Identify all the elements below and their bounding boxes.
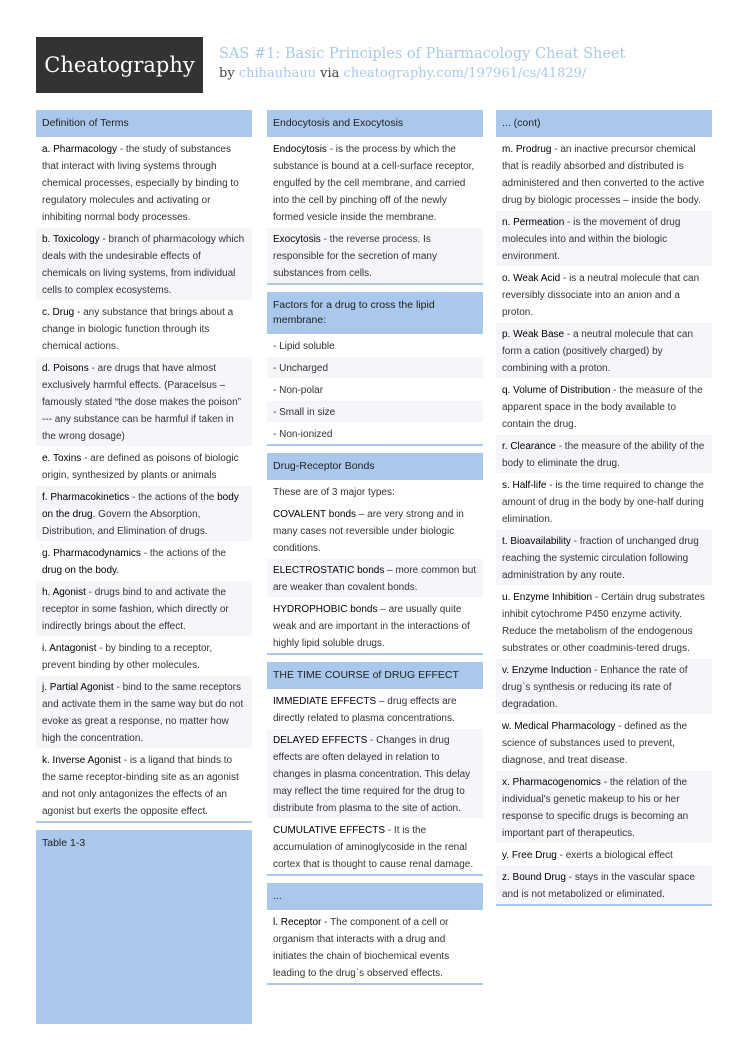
term-label: o. Weak Acid: [502, 273, 561, 284]
term-label: DELAYED EFFECTS: [273, 735, 368, 746]
term-label: drug on the body: [42, 565, 117, 576]
term-text: - the actions of the: [140, 548, 226, 559]
term-text: - any substance that brings about a change in biologic function through its chemical actions.: [42, 307, 234, 352]
term-label: IMMEDIATE EFFECTS: [273, 696, 377, 707]
term-text: – are usually quite weak and are important in the interactions of highly lipid soluble drugs.: [273, 604, 470, 649]
list-item: - Non-polar: [267, 378, 483, 400]
table-section: [36, 830, 252, 1024]
term-label: x. Pharmacogenomics: [502, 777, 601, 788]
term-label: g. Pharmacodynamics: [42, 548, 141, 559]
list-item: [36, 580, 252, 636]
byline: [219, 66, 586, 81]
term-label: w. Medical Pharmacology: [502, 721, 616, 732]
term-text: - the actions of the: [129, 492, 218, 503]
list-item: [496, 266, 712, 322]
via-label: via: [320, 66, 340, 81]
term-label: COVALENT bonds: [273, 509, 357, 520]
list-item: [36, 446, 252, 485]
list-item: [36, 675, 252, 748]
term-text: - the measure of the apparent space in the body available to contain the drug.: [502, 385, 703, 430]
list-item: [36, 227, 252, 300]
list-item: - Non-ionized: [267, 422, 483, 444]
term-text: - the measure of the ability of the body to eliminate the drug.: [502, 441, 705, 469]
term-label: b. Toxicology: [42, 234, 100, 245]
section-heading: Definition of Terms: [36, 110, 252, 137]
term-label: d. Poisons: [42, 363, 89, 374]
column-3: [496, 110, 712, 913]
section-heading: ...: [267, 883, 483, 910]
term-text: . Govern the Absorption, Distribution, and Elimination of drugs.: [42, 509, 208, 537]
term-text: - the reverse process. Is responsible for the secretion of many substances from cells.: [273, 234, 437, 279]
term-text: - bind to the same receptors and activate them in the same way but do not evoke as great a response, no matter how high the concentration.: [42, 682, 244, 744]
term-text: - Enhance the rate of drug`s synthesis or reducing its rate of degradation.: [502, 665, 688, 710]
term-label: i. Antagonist: [42, 643, 97, 654]
list-item: [267, 818, 483, 874]
list-item: [36, 300, 252, 356]
term-text: – more common but are weaker than covalent bonds.: [273, 565, 477, 593]
list-item: These are of 3 major types:: [267, 480, 483, 502]
term-text: - exerts a biological effect: [556, 850, 673, 861]
term-label: q. Volume of Distribution: [502, 385, 611, 396]
section-heading: THE TIME COURSE of DRUG EFFECT: [267, 662, 483, 689]
list-item: [267, 910, 483, 983]
term-text: - stays in the vascular space and is not metabolized or eliminated.: [502, 872, 695, 900]
term-text: - is a neutral molecule that can reversibly dissociate into an anion and a proton.: [502, 273, 700, 318]
term-text: - is the movement of drug molecules into and within the biologic environment.: [502, 217, 681, 262]
section-heading: Drug-Receptor Bonds: [267, 453, 483, 480]
term-text: - fraction of unchanged drug reaching the systemic circulation following administration by any route.: [502, 536, 699, 581]
list-item: [267, 137, 483, 227]
section-heading: Endocytosis and Exocytosis: [267, 110, 483, 137]
term-label: k. Inverse Agonist: [42, 755, 121, 766]
list-item: [496, 137, 712, 210]
term-label: body on the drug: [42, 492, 239, 520]
term-label: y. Free Drug: [502, 850, 557, 861]
continued-section: [496, 110, 712, 906]
term-label: l. Receptor: [273, 917, 322, 928]
list-item: - Small in size: [267, 400, 483, 422]
term-label: v. Enzyme Induction: [502, 665, 592, 676]
term-label: j. Partial Agonist: [42, 682, 114, 693]
term-text: - an inactive precursor chemical that is readily absorbed and distributed is administered and then converted to the active drug by biologic processes – inside the body.: [502, 144, 705, 206]
term-label: m. Prodrug: [502, 144, 552, 155]
term-label: c. Drug: [42, 307, 75, 318]
list-item: [496, 322, 712, 378]
section-heading: Factors for a drug to cross the lipid membrane:: [267, 292, 483, 334]
list-item: [496, 210, 712, 266]
sheet-url-link[interactable]: cheatography.com/197961/cs/41829/: [343, 66, 587, 81]
sheet-title: SAS #1: Basic Principles of Pharmacology Cheat Sheet: [219, 46, 626, 62]
section-heading: Table 1-3: [36, 830, 252, 857]
list-item: [267, 597, 483, 653]
list-item: [496, 585, 712, 658]
term-text: – are very strong and in many cases not reversible under biologic conditions.: [273, 509, 464, 554]
term-label: Exocytosis: [273, 234, 321, 245]
column-2: [267, 110, 483, 992]
bonds-section: [267, 453, 483, 655]
term-text: - defined as the science of substances used to prevent, diagnose, and treat disease.: [502, 721, 688, 766]
term-text: – drug effects are directly related to plasma concentrations.: [273, 696, 457, 724]
term-label: ELECTROSTATIC bonds: [273, 565, 385, 576]
term-text: - are defined as poisons of biologic origin, synthesized by plants or animals: [42, 453, 239, 481]
cheatography-logo[interactable]: Cheatography: [36, 37, 203, 93]
term-label: u. Enzyme Inhibition: [502, 592, 593, 603]
definitions-section: [36, 110, 252, 823]
term-label: n. Permeation: [502, 217, 565, 228]
list-item: [496, 434, 712, 473]
term-label: z. Bound Drug: [502, 872, 566, 883]
list-item: [36, 485, 252, 541]
term-text: - It is the accumulation of aminoglycoside in the renal cortex that is thought to cause renal damage.: [273, 825, 474, 870]
term-text: - a neutral molecule that can form a cation (positively charged) by combining with a proton.: [502, 329, 694, 374]
more-terms-section: [267, 883, 483, 985]
term-text: - is the time required to change the amount of drug in the body by one-half during elimination.: [502, 480, 704, 525]
list-item: - Uncharged: [267, 356, 483, 378]
list-item: [496, 529, 712, 585]
list-item: [36, 541, 252, 580]
term-text: - are drugs that have almost exclusively harmful effects. (Paracelsus – famously stated “the dose makes the poison” --- any substance can be harmful if taken in the wrong dosage): [42, 363, 241, 442]
list-item: [267, 227, 483, 283]
column-1: [36, 110, 252, 1031]
term-label: r. Clearance: [502, 441, 556, 452]
list-item: [496, 378, 712, 434]
term-label: Endocytosis: [273, 144, 327, 155]
list-item: [496, 865, 712, 904]
term-text: - the relation of the individual's genetic makeup to his or her response to specific drugs is becoming an important part of therapeutics.: [502, 777, 689, 839]
term-text: - by binding to a receptor, prevent binding by other molecules.: [42, 643, 213, 671]
term-text: - Certain drug substrates inhibit cytochrome P450 enzyme activity. Reduce the metabolism of the endogenous substrates or other coadminis-tered drugs.: [502, 592, 705, 654]
list-item: [267, 728, 483, 818]
list-item: [267, 502, 483, 558]
list-item: [496, 843, 712, 865]
factors-section: [267, 292, 483, 446]
list-item: [36, 356, 252, 446]
term-label: HYDROPHOBIC bonds: [273, 604, 378, 615]
term-label: CUMULATIVE EFFECTS: [273, 825, 386, 836]
list-item: [496, 658, 712, 714]
list-item: [267, 689, 483, 728]
list-item: [496, 714, 712, 770]
term-label: a. Pharmacology: [42, 144, 118, 155]
time-course-section: [267, 662, 483, 876]
author-link[interactable]: chihauhauu: [238, 66, 316, 81]
term-text: - is the process by which the substance is bound at a cell-surface receptor, engulfed by the cell membrane, and carried into the cell by pinching off of the newly formed vesicle inside the membrane.: [273, 144, 475, 223]
endocytosis-section: [267, 110, 483, 285]
term-label: p. Weak Base: [502, 329, 565, 340]
term-text: - branch of pharmacology which deals with the undesirable effects of chemicals on living systems, from individual cells to complex ecosystems.: [42, 234, 245, 296]
term-label: f. Pharmacokinetics: [42, 492, 130, 503]
list-item: [36, 636, 252, 675]
term-text: .: [116, 565, 120, 576]
list-item: [36, 137, 252, 227]
term-label: s. Half-life: [502, 480, 547, 491]
list-item: [36, 748, 252, 821]
term-label: e. Toxins: [42, 453, 82, 464]
list-item: [496, 770, 712, 843]
term-text: - drugs bind to and activate the receptor in some fashion, which directly or indirectly brings about the effect.: [42, 587, 229, 632]
term-text: - is a ligand that binds to the same receptor-binding site as an agonist and not only antagonizes the effects of an agonist but exerts the opposite effect.: [42, 755, 239, 817]
by-label: by: [219, 66, 235, 81]
list-item: [267, 558, 483, 597]
term-label: t. Bioavailability: [502, 536, 571, 547]
term-text: - The component of a cell or organism that interacts with a drug and initiates the chain of biochemical events leading to the drug`s observed effects.: [273, 917, 450, 979]
section-heading: ... (cont): [496, 110, 712, 137]
list-item: [496, 473, 712, 529]
term-text: - the study of substances that interact with living systems through chemical processes, especially by binding to regulatory molecules and activating or inhibiting normal body processes.: [42, 144, 239, 223]
term-label: h. Agonist: [42, 587, 86, 598]
term-text: - Changes in drug effects are often delayed in relation to changes in plasma concentration. This delay may reflect the time required for the drug to distribute from plasma to the site of action.: [273, 735, 471, 814]
list-item: - Lipid soluble: [267, 334, 483, 356]
